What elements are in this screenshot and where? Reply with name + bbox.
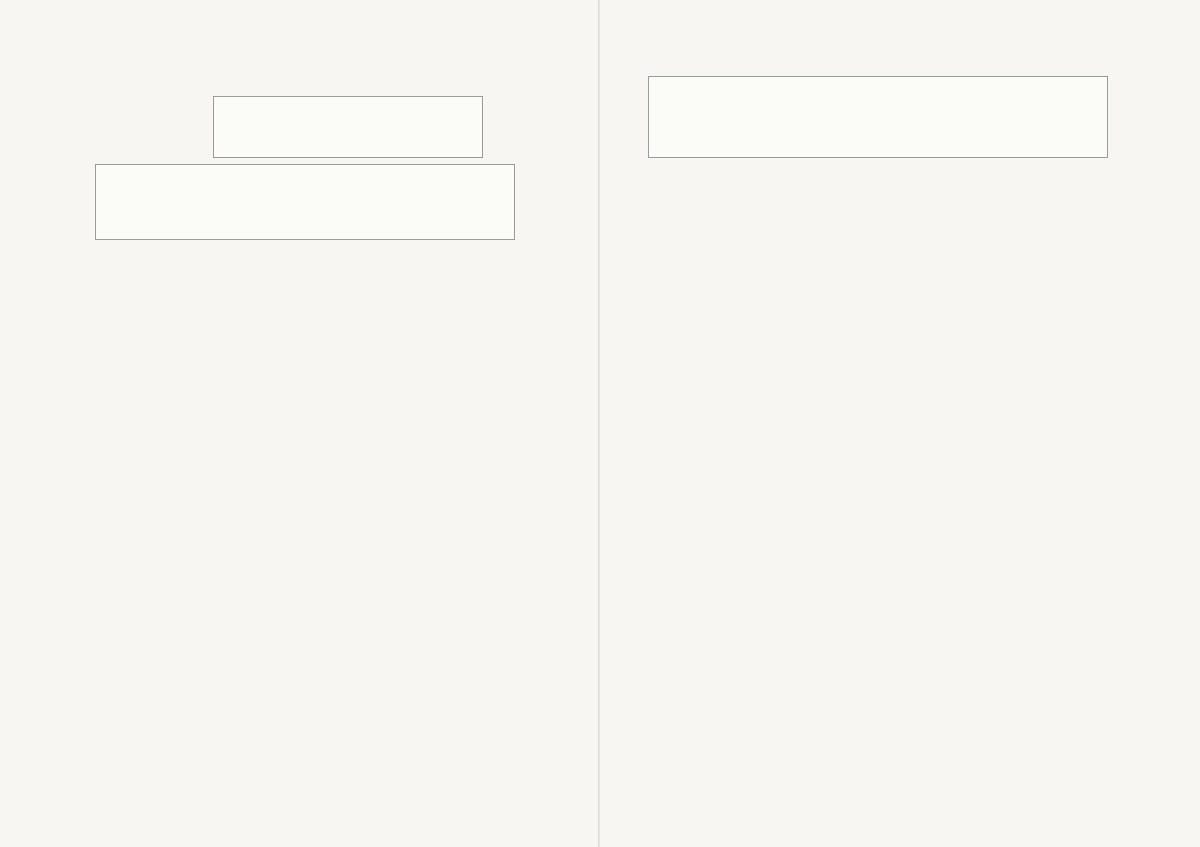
molecular-reaction-figure	[648, 76, 1108, 158]
exam-page-right	[600, 0, 1200, 847]
atomic-structure-figure	[213, 96, 483, 158]
lab-operation-figure	[95, 164, 515, 240]
